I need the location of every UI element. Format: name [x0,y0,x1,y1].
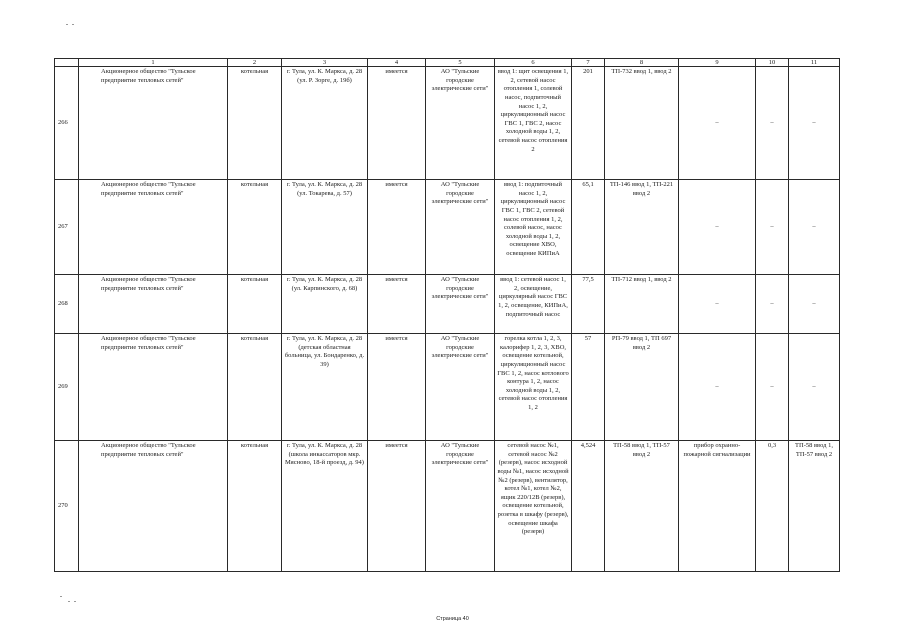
header-cell-1: 1 [79,59,228,67]
row-number: 266 [55,67,79,180]
scan-speck [66,24,68,25]
header-spacer [55,59,79,67]
supplier-cell: АО "Тульские городские электрические сети" [426,334,495,441]
address-cell: г. Тула, ул. К. Маркса, д. 28 (школа инкассаторов мкр. Мясново, 18-й проезд, д. 94) [282,441,368,572]
scan-speck [68,601,70,602]
col10-cell: – [756,334,789,441]
header-row [55,59,840,67]
address-cell: г. Тула, ул. К. Маркса, д. 28 (ул. Токарева, д. 57) [282,180,368,275]
equipment-cell: горелка котла 1, 2, 3, калорифер 1, 2, 3, ХВО, освещение котельной, циркуляционный насос ГВС 1, 2, насос котлового контура 1, 2, насос холодной воды 1, 2, сетевой насос отопления 1, 2 [495,334,572,441]
header-cell-2: 2 [228,59,282,67]
table-row [55,67,840,180]
object-type-cell: котельная [228,441,282,572]
table-row [55,334,840,441]
availability-cell: имеется [368,334,426,441]
col9-cell: – [679,180,756,275]
col11-cell: – [789,275,840,334]
header-cell-8: 8 [605,59,679,67]
feed-cell: РП-79 ввод 1, ТП 697 ввод 2 [605,334,679,441]
col11-cell: – [789,180,840,275]
equipment-cell: ввод 1: щит освещения 1, 2, сетевой насос отопления 1, солевой насос, подпиточный насос 1, 2, циркуляционный насос ГВС 1, ГВС 2, насос холодной воды 1, 2, сетевой насос отопления 2 [495,67,572,180]
row-number: 269 [55,334,79,441]
feed-cell: ТП-58 ввод 1, ТП-57 ввод 2 [605,441,679,572]
power-cell: 4,524 [572,441,605,572]
object-type-cell: котельная [228,180,282,275]
owner-cell: Акционерное общество "Тульское предприятие тепловых сетей" [79,67,228,180]
equipment-cell: сетевой насос №1, сетевой насос №2 (резерв), насос исходной воды №1, насос исходной №2 (резерв), вентилятор, котел №1, котел №2, ящик 220/12В (резерв), освещение котельной, розетка в шкафу (резерв), освещение шкафа (резерв) [495,441,572,572]
header-cell-10: 10 [756,59,789,67]
availability-cell: имеется [368,67,426,180]
row-number: 267 [55,180,79,275]
availability-cell: имеется [368,441,426,572]
header-cell-7: 7 [572,59,605,67]
table-row [55,275,840,334]
scan-speck [74,601,76,602]
header-cell-11: 11 [789,59,840,67]
col9-cell: – [679,67,756,180]
object-type-cell: котельная [228,275,282,334]
supplier-cell: АО "Тульские городские электрические сети" [426,275,495,334]
availability-cell: имеется [368,275,426,334]
object-type-cell: котельная [228,334,282,441]
col10-cell: – [756,180,789,275]
header-cell-4: 4 [368,59,426,67]
col9-cell: – [679,334,756,441]
table-row [55,441,840,572]
col11-cell: – [789,67,840,180]
row-number: 270 [55,441,79,572]
owner-cell: Акционерное общество "Тульское предприятие тепловых сетей" [79,441,228,572]
power-cell: 57 [572,334,605,441]
col9-cell: – [679,275,756,334]
col11-cell: ТП-58 ввод 1, ТП-57 ввод 2 [789,441,840,572]
address-cell: г. Тула, ул. К. Маркса, д. 28 (ул. Р. Зорге, д. 19б) [282,67,368,180]
table-row [55,180,840,275]
scan-speck [60,596,62,597]
object-type-cell: котельная [228,67,282,180]
owner-cell: Акционерное общество "Тульское предприятие тепловых сетей" [79,334,228,441]
header-cell-5: 5 [426,59,495,67]
power-cell: 65,1 [572,180,605,275]
col11-cell: – [789,334,840,441]
col10-cell: 0,3 [756,441,789,572]
header-cell-6: 6 [495,59,572,67]
col10-cell: – [756,275,789,334]
equipment-cell: ввод 1: подпиточный насос 1, 2, циркуляционный насос ГВС 1, ГВС 2, сетевой насос отопления 1, 2, солевой насос, насос холодной воды 1, 2, освещение ХВО, освещение КИПиА [495,180,572,275]
scan-speck [72,24,74,25]
power-cell: 201 [572,67,605,180]
power-cell: 77,5 [572,275,605,334]
equipment-cell: ввод 1: сетевой насос 1, 2, освещение, циркулярный насос ГВС 1, 2, освещение, КИПиА, подпиточный насос [495,275,572,334]
header-cell-3: 3 [282,59,368,67]
registry-table [54,58,840,572]
owner-cell: Акционерное общество "Тульское предприятие тепловых сетей" [79,275,228,334]
header-cell-9: 9 [679,59,756,67]
col9-cell: прибор охранно-пожарной сигнализации [679,441,756,572]
address-cell: г. Тула, ул. К. Маркса, д. 28 (детская областная больница, ул. Бондаренко, д. 39) [282,334,368,441]
supplier-cell: АО "Тульские городские электрические сети" [426,441,495,572]
feed-cell: ТП-146 ввод 1, ТП-221 ввод 2 [605,180,679,275]
row-number: 268 [55,275,79,334]
feed-cell: ТП-732 ввод 1, ввод 2 [605,67,679,180]
supplier-cell: АО "Тульские городские электрические сети" [426,180,495,275]
page-number-footer: Страница 40 [436,616,469,622]
address-cell: г. Тула, ул. К. Маркса, д. 28 (ул. Карпинского, д. 68) [282,275,368,334]
col10-cell: – [756,67,789,180]
supplier-cell: АО "Тульские городские электрические сети" [426,67,495,180]
feed-cell: ТП-712 ввод 1, ввод 2 [605,275,679,334]
availability-cell: имеется [368,180,426,275]
owner-cell: Акционерное общество "Тульское предприятие тепловых сетей" [79,180,228,275]
